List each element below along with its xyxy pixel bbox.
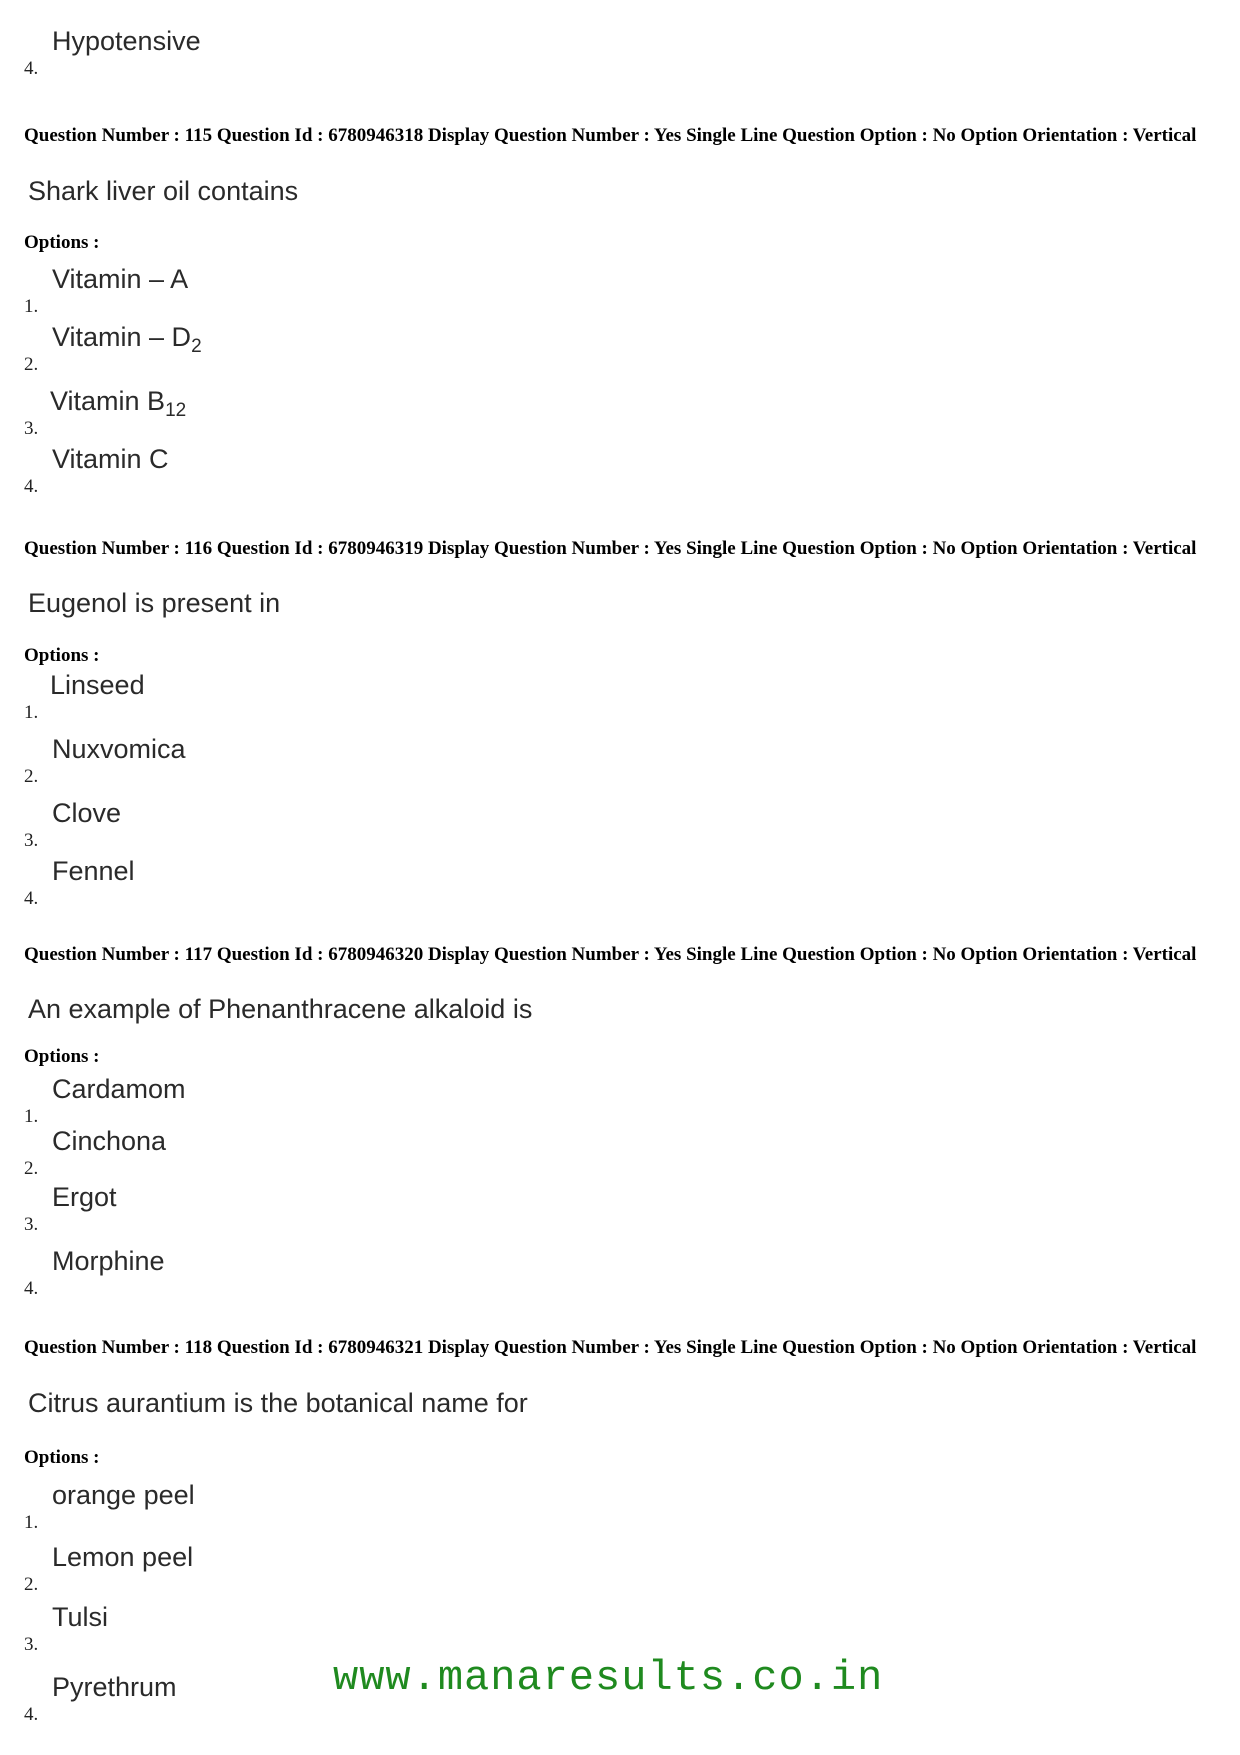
question-meta: Question Number : 117 Question Id : 6780946320 Display Question Number : Yes Single Line Question Option : No Option Orientation : Vertical (24, 944, 1197, 965)
subscript: 2 (191, 336, 202, 357)
question-meta: Question Number : 115 Question Id : 6780946318 Display Question Number : Yes Single Line Question Option : No Option Orientation : Vertical (24, 125, 1197, 146)
option-text: Cardamom (52, 1074, 186, 1104)
option-number: 4. (24, 1278, 39, 1299)
options-label: Options : (24, 232, 100, 253)
option-number: 2. (24, 1574, 39, 1595)
option-number: 2. (24, 1158, 39, 1179)
option-text: Hypotensive (52, 26, 201, 56)
option-text: orange peel (52, 1480, 195, 1510)
option-text: Linseed (50, 670, 145, 700)
option-number: 3. (24, 830, 39, 851)
option-text: Pyrethrum (52, 1672, 177, 1702)
subscript: 12 (165, 400, 187, 421)
option-text: Lemon peel (52, 1542, 194, 1572)
option-number: 3. (24, 418, 39, 439)
option-number: 4. (24, 1704, 39, 1725)
option-text: Clove (52, 798, 122, 828)
question-meta: Question Number : 118 Question Id : 6780946321 Display Question Number : Yes Single Line Question Option : No Option Orientation : Vertical (24, 1337, 1197, 1358)
question-text: Shark liver oil contains (28, 176, 299, 206)
option-text: Tulsi (52, 1602, 109, 1632)
option-text: Ergot (52, 1182, 117, 1212)
option-number: 4. (24, 888, 39, 909)
option-text: Vitamin – A (52, 264, 189, 294)
option-text: Fennel (52, 856, 135, 886)
options-label: Options : (24, 645, 100, 666)
option-text: Morphine (52, 1246, 165, 1276)
option-number: 1. (24, 702, 39, 723)
option-text: Vitamin – $D_2$ (52, 322, 202, 357)
watermark-url: www.manaresults.co.in (333, 1654, 884, 1702)
option-number: 4. (24, 58, 39, 79)
question-meta: Question Number : 116 Question Id : 6780946319 Display Question Number : Yes Single Line Question Option : No Option Orientation : Vertical (24, 538, 1197, 559)
option-number: 1. (24, 296, 39, 317)
option-number: 2. (24, 354, 39, 375)
option-text: Vitamin C (52, 444, 169, 474)
option-text: Nuxvomica (52, 734, 186, 764)
question-text: An example of Phenanthracene alkaloid is (28, 994, 533, 1024)
question-text: Eugenol is present in (28, 588, 281, 618)
option-text: Cinchona (52, 1126, 167, 1156)
option-number: 2. (24, 766, 39, 787)
option-number: 3. (24, 1214, 39, 1235)
question-text: Citrus aurantium is the botanical name for (28, 1388, 528, 1418)
options-label: Options : (24, 1046, 100, 1067)
option-number: 3. (24, 1634, 39, 1655)
option-number: 4. (24, 476, 39, 497)
option-text: Vitamin $B_{12}$ (50, 386, 187, 421)
option-number: 1. (24, 1106, 39, 1127)
option-number: 1. (24, 1512, 39, 1533)
options-label: Options : (24, 1447, 100, 1468)
